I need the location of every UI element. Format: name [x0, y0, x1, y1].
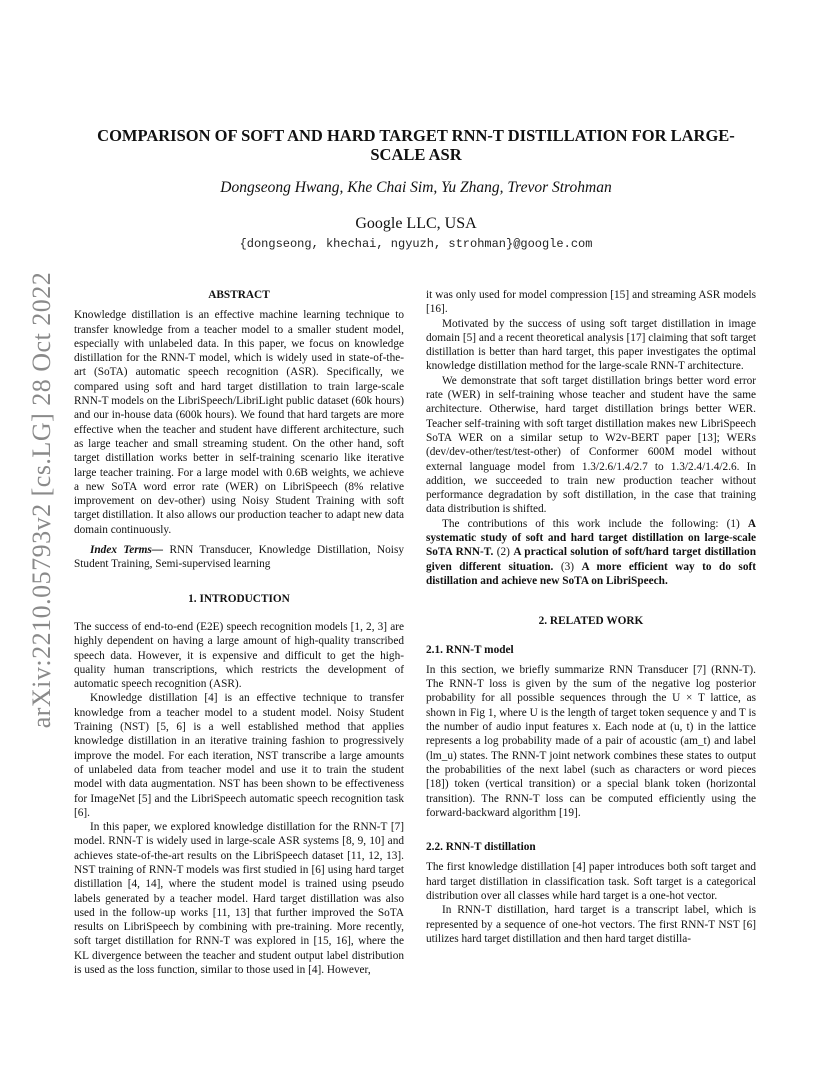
index-terms-text: RNN Transducer, Knowledge Distillation, Noisy Student Training, Semi-supervised learning: [74, 544, 404, 571]
contrib-sep-2: (3): [553, 560, 582, 573]
related-heading: 2. RELATED WORK: [538, 615, 644, 628]
rnnt-distillation-paragraph-1: The first knowledge distillation [4] paper introduces both soft target and hard target distillation in classification task. Soft target is a categorical distribution over all classes while hard target is a one-hot vector.: [426, 861, 756, 902]
intro-paragraph-5: Motivated by the success of using soft target distillation in image domain [5] and a recent theoretical analysis [17] claiming that soft target distillation is better than hard target, this paper investigates the optimal knowledge distillation method for the large-scale RNN-T architecture.: [426, 317, 756, 373]
contrib-2: A practical solution of soft/hard target distillation given different situation.: [426, 546, 756, 573]
arxiv-id: arXiv:2210.05793v2 [cs.LG] 28 Oct 2022: [27, 271, 56, 729]
abstract-heading: ABSTRACT: [208, 289, 270, 301]
paper-title: COMPARISON OF SOFT AND HARD TARGET RNN-T DISTILLATION FOR LARGE-SCALE ASR: [97, 126, 735, 164]
contrib-start: The contributions of this work include the following: (1): [442, 517, 748, 530]
rnnt-distillation-paragraph-2: In RNN-T distillation, hard target is a transcript label, which is represented by a sequence of one-hot vectors. The first RNN-T NST [6] utilizes hard target distillation and then hard target distilla-: [426, 904, 756, 945]
intro-heading: 1. INTRODUCTION: [188, 592, 290, 605]
contrib-3: A more efficient way to do soft distillation and achieve new SoTA on LibriSpeech.: [426, 560, 757, 587]
contributions-paragraph: [426, 517, 756, 588]
paper-authors: Dongseong Hwang, Khe Chai Sim, Yu Zhang, Trevor Strohman: [220, 179, 612, 196]
intro-paragraph-1: The success of end-to-end (E2E) speech recognition models [1, 2, 3] are highly dependent on having a large amount of high-quality transcribed speech data. However, it is expensive and difficult to get the high-quality human transcriptions, which restricts the development of automatic speech recognition (ASR).: [74, 620, 404, 691]
index-terms-label: Index Terms—: [90, 544, 164, 557]
intro-paragraph-4: it was only used for model compression [15] and streaming ASR models [16].: [426, 289, 756, 316]
right-column: [426, 288, 756, 946]
intro-paragraph-2: Knowledge distillation [4] is an effective technique to transfer knowledge from a teacher model to a student model. Noisy Student Training (NST) [5, 6] is a well established method that applies knowledge distillation in an iterative training fashion to progressively improve the model. For each iteration, NST transcribe a large amounts of unlabeled data from teacher model and use it to train the student model with data augmentation. NST has been shown to be effectiveness for ImageNet [5] and the LibriSpeech automatic speech recognition task [6].: [74, 692, 404, 819]
index-terms: [74, 543, 404, 572]
contrib-sep-1: (2): [493, 546, 514, 559]
paper-emails: {dongseong, khechai, ngyuzh, strohman}@google.com: [239, 237, 593, 251]
left-column: [74, 288, 404, 977]
contrib-1: A systematic study of soft and hard target distillation on large-scale SoTA RNN-T.: [426, 517, 756, 559]
intro-paragraph-3: In this paper, we explored knowledge distillation for the RNN-T [7] model. RNN-T is widely used in large-scale ASR systems [8, 9, 10] and achieves state-of-the-art results on the LibriSpeech dataset [11, 12, 13]. NST training of RNN-T models was first studied in [6] using hard target distillation [4, 14], where the student model is trained using pseudo labels generated by a teacher model. Hard target distillation was also used in the follow-up works [11, 13] that further improved the SoTA results on LibriSpeech by combining with pre-training. More recently, soft target distillation for RNN-T was explored in [15, 16], where the KL divergence between the teacher and student output label distribution is used as the loss function, similar to those used in [4]. However,: [74, 821, 404, 977]
rnnt-model-text: In this section, we briefly summarize RNN Transducer [7] (RNN-T). The RNN-T loss is given by the sum of the negative log posterior probability for all possible sequences through the U × T lattice, as shown in Fig 1, where U is the length of target token sequence y and T is the number of audio input features x. Each node at (u, t) in the lattice represents a log probability made of a pair of acoustic (am_t) and label (lm_u) states. The RNN-T joint network combines these states to output the probabilities of the next label (such as characters or word pieces [18]) token (vertical transition) or a special blank token (horizontal transition). The RNN-T loss can be computed efficiently using the forward-backward algorithm [19].: [426, 663, 756, 819]
subsection-rnnt-model: 2.1. RNN-T model: [426, 643, 514, 656]
intro-paragraph-6: We demonstrate that soft target distillation brings better word error rate (WER) in self-training whose teacher and student have the same architecture. Otherwise, hard target distillation brings better WER. Teacher self-training with soft target distillation makes new LibriSpeech SoTA WER on a similar setup to W2v-BERT paper [13]; WERs (dev/dev-other/test/test-other) of Conformer 600M model without external language model from 1.3/2.6/1.4/2.7 to 1.3/2.4/1.4/2.6. In addition, we succeeded to train new production teacher without performance degradation by soft distillation, in the case that training data distribution is shifted.: [426, 374, 756, 516]
paper-affiliation: Google LLC, USA: [355, 215, 477, 232]
arxiv-sidebar: [22, 271, 62, 729]
subsection-rnnt-distillation: 2.2. RNN-T distillation: [426, 841, 536, 854]
abstract-text: Knowledge distillation is an effective machine learning technique to transfer knowledge from a teacher model to a smaller student model, especially with unlabeled data. In this paper, we focus on knowledge distillation for the RNN-T model, which is widely used in state-of-the-art (SoTA) automatic speech recognition (ASR). Specifically, we compared using soft and hard target distillation to train large-scale RNN-T models on the LibriSpeech/LibriLight public dataset (60k hours) and our in-house data (600k hours). We found that hard targets are more effective when the teacher and student have different architecture, such as large teacher and small streaming student. On the other hand, soft target distillation works better in self-training scenario like iterative large teacher training. For a large model with 0.6B weights, we achieve a new SoTA word error rate (WER) on LibriSpeech (8% relative improvement on dev-other) using Noisy Student Training with soft target distillation. It also allows our production teacher to adapt new data domain continuously.: [74, 309, 404, 536]
